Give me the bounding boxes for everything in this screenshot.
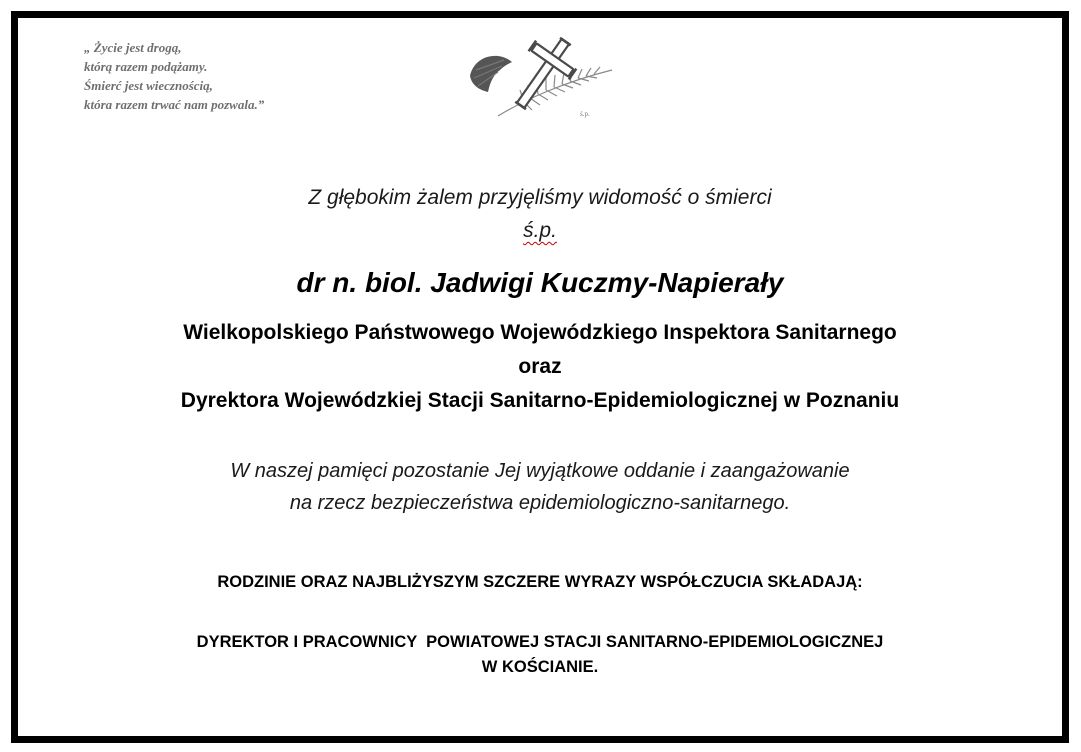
condolence-text: RODZINIE ORAZ NAJBLIŻYSZYM SZCZERE WYRAZY WSPÓŁCZUCIA SKŁADAJĄ:: [217, 573, 863, 591]
memory-line: W naszej pamięci pozostanie Jej wyjątkowe oddanie i zaangażowanie: [230, 460, 850, 482]
quote-line: Śmierć jest wiecznością,: [84, 78, 213, 93]
title-line: Wielkopolskiego Państwowego Wojewódzkiego Inspektora Sanitarnego: [183, 321, 897, 344]
signers-line: DYREKTOR I PRACOWNICY POWIATOWEJ STACJI SANITARNO-EPIDEMIOLOGICZNEJ: [196, 633, 884, 651]
cross-with-palm-branch-icon: [464, 30, 614, 120]
quote-line: która razem trwać nam pozwala.”: [84, 97, 265, 112]
deceased-name: dr n. biol. Jadwigi Kuczmy-Napierały: [296, 267, 784, 298]
intro-text: [18, 181, 1062, 247]
deceased-titles: [18, 316, 1062, 418]
title-conjunction: oraz: [518, 355, 562, 378]
memory-line: na rzecz bezpieczeństwa epidemiologiczno-sanitarnego.: [289, 492, 791, 514]
quote-line: którą razem podążamy.: [84, 59, 208, 74]
signers: [18, 630, 1062, 680]
obituary-frame: [11, 11, 1069, 743]
title-line: Dyrektora Wojewódzkiej Stacji Sanitarno-Epidemiologicznej w Poznaniu: [180, 389, 900, 412]
sp-abbreviation: ś.p.: [523, 219, 557, 242]
intro-line: Z głębokim żalem przyjęliśmy widomość o śmierci: [308, 186, 772, 209]
emblem-caption: ś.p.: [580, 110, 590, 118]
signers-line: W KOŚCIANIE.: [481, 658, 599, 676]
epigraph-quote: [84, 38, 264, 114]
memory-text: [18, 455, 1062, 519]
quote-line: „ Życie jest drogą,: [84, 40, 182, 55]
